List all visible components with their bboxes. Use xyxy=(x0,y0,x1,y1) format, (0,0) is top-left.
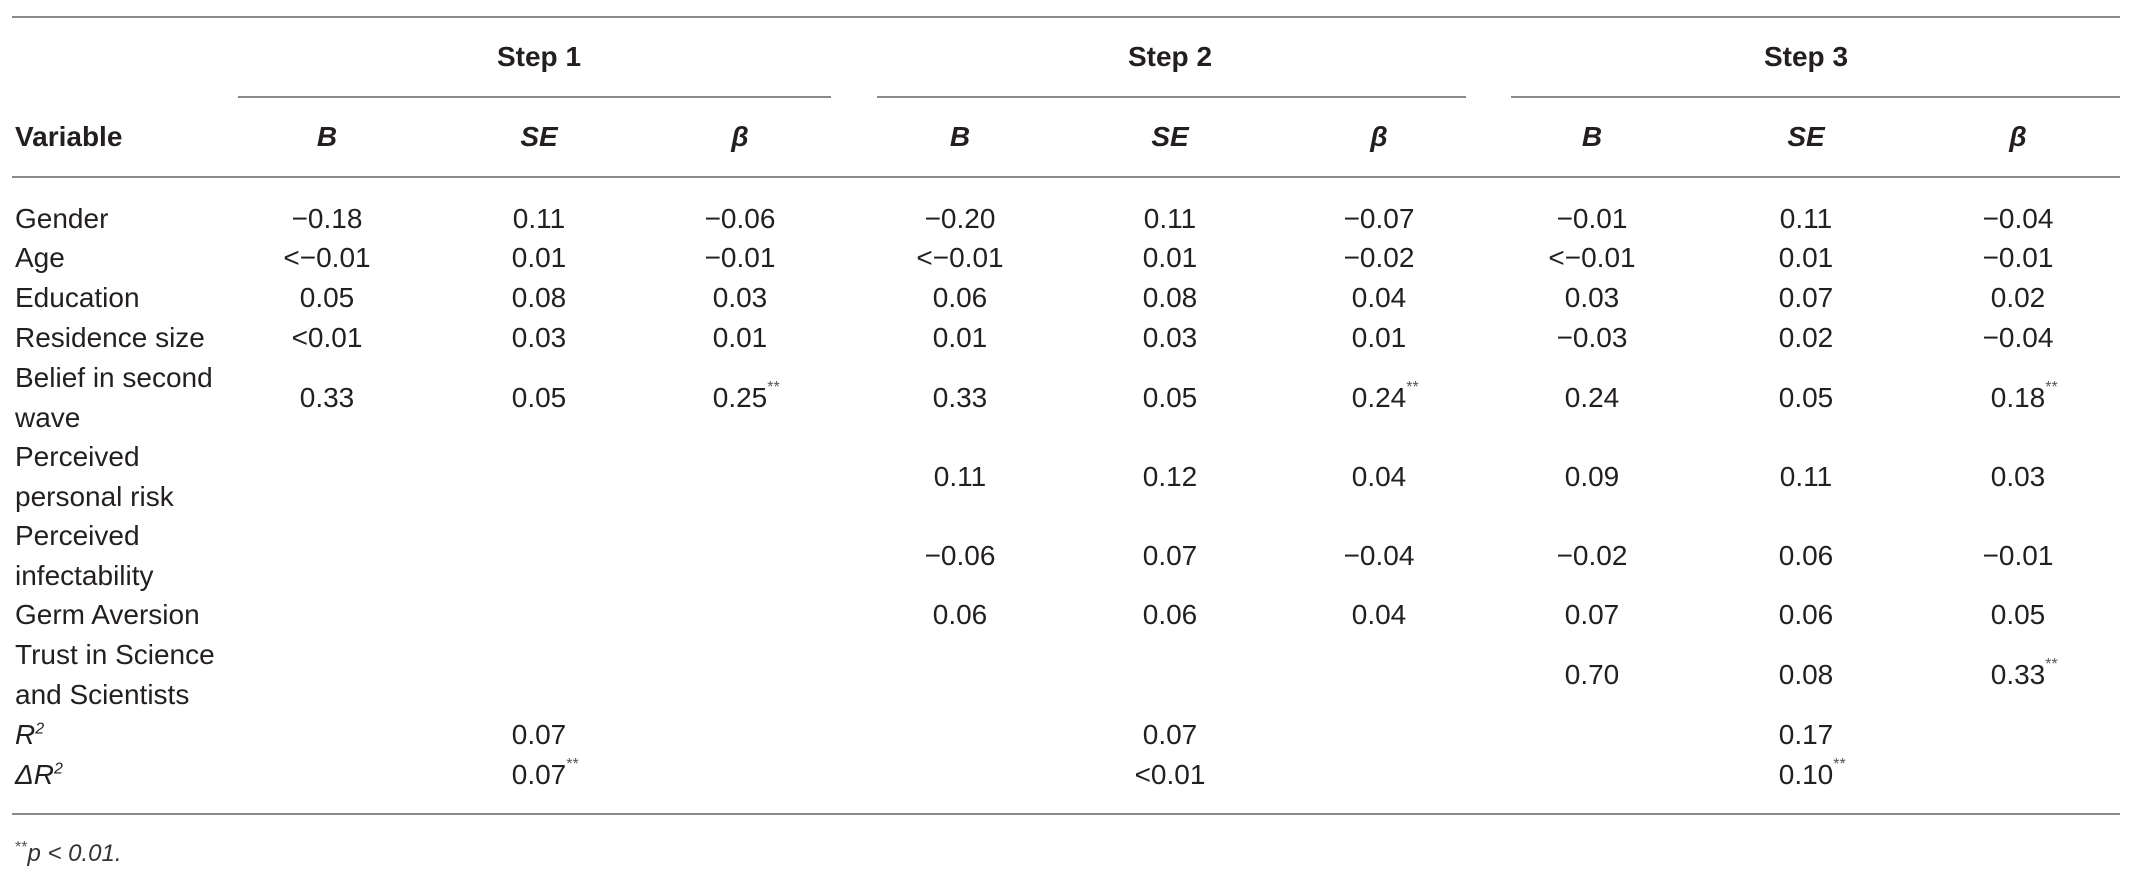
table-cell xyxy=(925,199,996,239)
cell-value: 0.03 xyxy=(1564,282,1620,313)
cell-value: 0.05 xyxy=(1142,382,1198,413)
table-cell xyxy=(705,238,776,278)
step-1-underline xyxy=(238,96,831,98)
cell-value: 0.01 xyxy=(511,242,567,273)
table-cell xyxy=(1344,238,1415,278)
stat-header: B xyxy=(949,121,971,152)
cell-value: 0.07 xyxy=(511,719,567,750)
row-label: personal risk xyxy=(15,481,174,512)
cell-value: 0.04 xyxy=(1351,461,1407,492)
table-cell xyxy=(1352,278,1407,318)
table-cell xyxy=(1344,536,1415,576)
cell-value: 0.05 xyxy=(511,382,567,413)
table-cell xyxy=(712,378,780,418)
table-cell xyxy=(300,378,355,418)
step-3-underline xyxy=(1511,96,2120,98)
cell-value: 0.12 xyxy=(1142,461,1198,492)
cell-value: −0.06 xyxy=(704,203,776,234)
cell-value: 0.33 xyxy=(932,382,988,413)
table-cell xyxy=(1983,536,2054,576)
table-cell xyxy=(1557,318,1628,358)
table-cell xyxy=(1779,595,1834,635)
cell-value: 0.07 xyxy=(1778,282,1834,313)
stat-header: β xyxy=(731,121,749,152)
cell-value: 0.17 xyxy=(1778,719,1834,750)
table-cell xyxy=(1779,378,1834,418)
cell-value: 0.70 xyxy=(1564,659,1620,690)
table-cell xyxy=(1565,278,1620,318)
table-cell xyxy=(283,238,370,278)
row-label xyxy=(15,755,63,795)
table-cell xyxy=(933,318,988,358)
stat-header: B xyxy=(316,121,338,152)
cell-value: 0.07 xyxy=(1142,540,1198,571)
table-cell xyxy=(1557,536,1628,576)
table-cell xyxy=(916,238,1003,278)
table-cell xyxy=(1779,278,1834,318)
row-label: Trust in Science xyxy=(15,639,215,670)
cell-value: 0.06 xyxy=(932,282,988,313)
cell-value: 0.04 xyxy=(1351,282,1407,313)
footnote xyxy=(15,828,122,874)
table-cell xyxy=(1352,595,1407,635)
step-2-underline xyxy=(877,96,1466,98)
table-cell xyxy=(934,457,986,497)
table-cell xyxy=(1780,199,1832,239)
cell-value: 0.24 xyxy=(1351,382,1407,413)
row-label: Education xyxy=(15,282,140,313)
cell-value: 0.08 xyxy=(1142,282,1198,313)
table-bottom-rule xyxy=(12,813,2120,815)
table-cell xyxy=(713,318,768,358)
cell-value: 0.06 xyxy=(1778,540,1834,571)
cell-value: <−0.01 xyxy=(283,242,371,273)
cell-value: 0.01 xyxy=(1351,322,1407,353)
cell-value: 0.03 xyxy=(1990,461,2046,492)
cell-value: 0.05 xyxy=(299,282,355,313)
row-label xyxy=(15,715,44,755)
table-cell xyxy=(713,278,768,318)
row-label: and Scientists xyxy=(15,679,190,710)
table-cell xyxy=(1135,755,1206,795)
cell-value: 0.05 xyxy=(1990,599,2046,630)
cell-value: −0.02 xyxy=(1556,540,1628,571)
footnote-text: p < 0.01. xyxy=(27,840,122,867)
row-label: Perceived xyxy=(15,441,140,472)
stat-header: β xyxy=(1370,121,1388,152)
cell-value: 0.10 xyxy=(1778,759,1834,790)
cell-value: −0.20 xyxy=(924,203,996,234)
cell-value: 0.08 xyxy=(511,282,567,313)
row-label: infectability xyxy=(15,560,154,591)
table-cell xyxy=(1780,457,1832,497)
significance-marker: ** xyxy=(767,379,780,396)
table-cell xyxy=(512,378,567,418)
row-label: Belief in second xyxy=(15,362,213,393)
cell-value: −0.02 xyxy=(1343,242,1415,273)
cell-value: 0.06 xyxy=(932,599,988,630)
table-cell xyxy=(1143,278,1198,318)
cell-value: −0.03 xyxy=(1556,322,1628,353)
significance-marker: ** xyxy=(2045,656,2058,673)
cell-value: 0.06 xyxy=(1142,599,1198,630)
cell-value: <−0.01 xyxy=(1548,242,1636,273)
table-cell xyxy=(933,595,988,635)
cell-value: 0.06 xyxy=(1778,599,1834,630)
cell-value: 0.01 xyxy=(712,322,768,353)
table-cell xyxy=(1144,199,1196,239)
significance-marker: ** xyxy=(1833,756,1846,773)
cell-value: 0.11 xyxy=(512,203,566,234)
cell-value: −0.18 xyxy=(291,203,363,234)
cell-value: 0.01 xyxy=(1778,242,1834,273)
cell-value: 0.02 xyxy=(1778,322,1834,353)
cell-value: 0.01 xyxy=(932,322,988,353)
cell-value: −0.07 xyxy=(1343,203,1415,234)
row-label: Residence size xyxy=(15,322,205,353)
table-cell xyxy=(1778,755,1846,795)
significance-marker: ** xyxy=(2045,379,2058,396)
cell-value: 0.02 xyxy=(1990,282,2046,313)
cell-value: 0.05 xyxy=(1778,382,1834,413)
table-cell xyxy=(1565,457,1620,497)
table-cell xyxy=(1983,199,2054,239)
table-cell xyxy=(1143,318,1198,358)
significance-marker: ** xyxy=(1406,379,1419,396)
table-cell xyxy=(1565,655,1620,695)
cell-value: −0.01 xyxy=(1982,540,2054,571)
row-label-text: ΔR xyxy=(15,759,55,790)
table-cell xyxy=(1779,536,1834,576)
cell-value: <0.01 xyxy=(1134,759,1206,790)
table-cell xyxy=(512,238,567,278)
table-cell xyxy=(1779,238,1834,278)
table-cell xyxy=(300,278,355,318)
cell-value: 0.03 xyxy=(511,322,567,353)
footnote-marker: ** xyxy=(15,839,28,856)
step-2-header: Step 2 xyxy=(1127,41,1213,72)
table-cell xyxy=(1779,655,1834,695)
table-cell xyxy=(1143,595,1198,635)
table-cell xyxy=(1565,378,1620,418)
cell-value: 0.09 xyxy=(1564,461,1620,492)
significance-marker: ** xyxy=(566,756,579,773)
cell-value: <0.01 xyxy=(291,322,363,353)
table-cell xyxy=(925,536,996,576)
cell-value: 0.11 xyxy=(1779,203,1833,234)
table-cell xyxy=(1143,457,1198,497)
table-cell xyxy=(1143,238,1198,278)
cell-value: 0.33 xyxy=(1990,659,2046,690)
cell-value: 0.33 xyxy=(299,382,355,413)
cell-value: 0.24 xyxy=(1564,382,1620,413)
stat-header: β xyxy=(2009,121,2027,152)
step-1-header: Step 1 xyxy=(496,41,582,72)
row-label-superscript: 2 xyxy=(54,760,63,778)
row-label: wave xyxy=(15,402,81,433)
row-label: Perceived xyxy=(15,520,140,551)
table-cell xyxy=(1565,595,1620,635)
table-cell xyxy=(1352,457,1407,497)
cell-value: 0.11 xyxy=(933,461,987,492)
table-cell xyxy=(1352,318,1407,358)
cell-value: 0.25 xyxy=(712,382,768,413)
table-cell xyxy=(292,318,363,358)
cell-value: 0.08 xyxy=(1778,659,1834,690)
cell-value: <−0.01 xyxy=(916,242,1004,273)
stat-header: B xyxy=(1581,121,1603,152)
table-cell xyxy=(512,318,567,358)
header-bottom-rule xyxy=(12,176,2120,178)
row-label: Gender xyxy=(15,203,109,234)
table-cell xyxy=(1991,278,2046,318)
table-cell xyxy=(705,199,776,239)
step-3-header: Step 3 xyxy=(1763,41,1849,72)
cell-value: 0.07 xyxy=(1142,719,1198,750)
table-cell xyxy=(512,715,567,755)
table-cell xyxy=(1143,378,1198,418)
table-top-rule xyxy=(12,16,2120,18)
cell-value: −0.04 xyxy=(1982,203,2054,234)
cell-value: 0.03 xyxy=(1142,322,1198,353)
table-cell xyxy=(1990,378,2058,418)
table-cell xyxy=(1557,199,1628,239)
cell-value: 0.11 xyxy=(1143,203,1197,234)
cell-value: 0.18 xyxy=(1990,382,2046,413)
cell-value: 0.04 xyxy=(1351,599,1407,630)
cell-value: −0.04 xyxy=(1982,322,2054,353)
cell-value: 0.07 xyxy=(511,759,567,790)
table-cell xyxy=(1143,715,1198,755)
table-cell xyxy=(1983,318,2054,358)
table-cell xyxy=(1991,595,2046,635)
table-cell xyxy=(1351,378,1419,418)
cell-value: −0.01 xyxy=(704,242,776,273)
table-cell xyxy=(1983,238,2054,278)
table-cell xyxy=(933,378,988,418)
cell-value: −0.01 xyxy=(1556,203,1628,234)
variable-column-header: Variable xyxy=(15,121,123,152)
row-label-superscript: 2 xyxy=(35,720,45,738)
cell-value: 0.01 xyxy=(1142,242,1198,273)
cell-value: −0.06 xyxy=(924,540,996,571)
row-label: Germ Aversion xyxy=(15,599,200,630)
table-cell xyxy=(933,278,988,318)
stat-header: SE xyxy=(1787,121,1825,152)
table-cell xyxy=(1344,199,1415,239)
cell-value: 0.03 xyxy=(712,282,768,313)
table-cell xyxy=(1779,715,1834,755)
table-cell xyxy=(1990,655,2058,695)
stat-header: SE xyxy=(1151,121,1189,152)
cell-value: 0.07 xyxy=(1564,599,1620,630)
table-cell xyxy=(292,199,363,239)
cell-value: 0.11 xyxy=(1779,461,1833,492)
table-cell xyxy=(1991,457,2046,497)
table-cell xyxy=(1143,536,1198,576)
table-cell xyxy=(1779,318,1834,358)
table-cell xyxy=(513,199,565,239)
stat-header: SE xyxy=(520,121,558,152)
table-cell xyxy=(512,278,567,318)
cell-value: −0.01 xyxy=(1982,242,2054,273)
table-cell xyxy=(511,755,579,795)
row-label: Age xyxy=(15,242,65,273)
table-cell xyxy=(1548,238,1635,278)
row-label-text: R xyxy=(15,719,36,750)
cell-value: −0.04 xyxy=(1343,540,1415,571)
